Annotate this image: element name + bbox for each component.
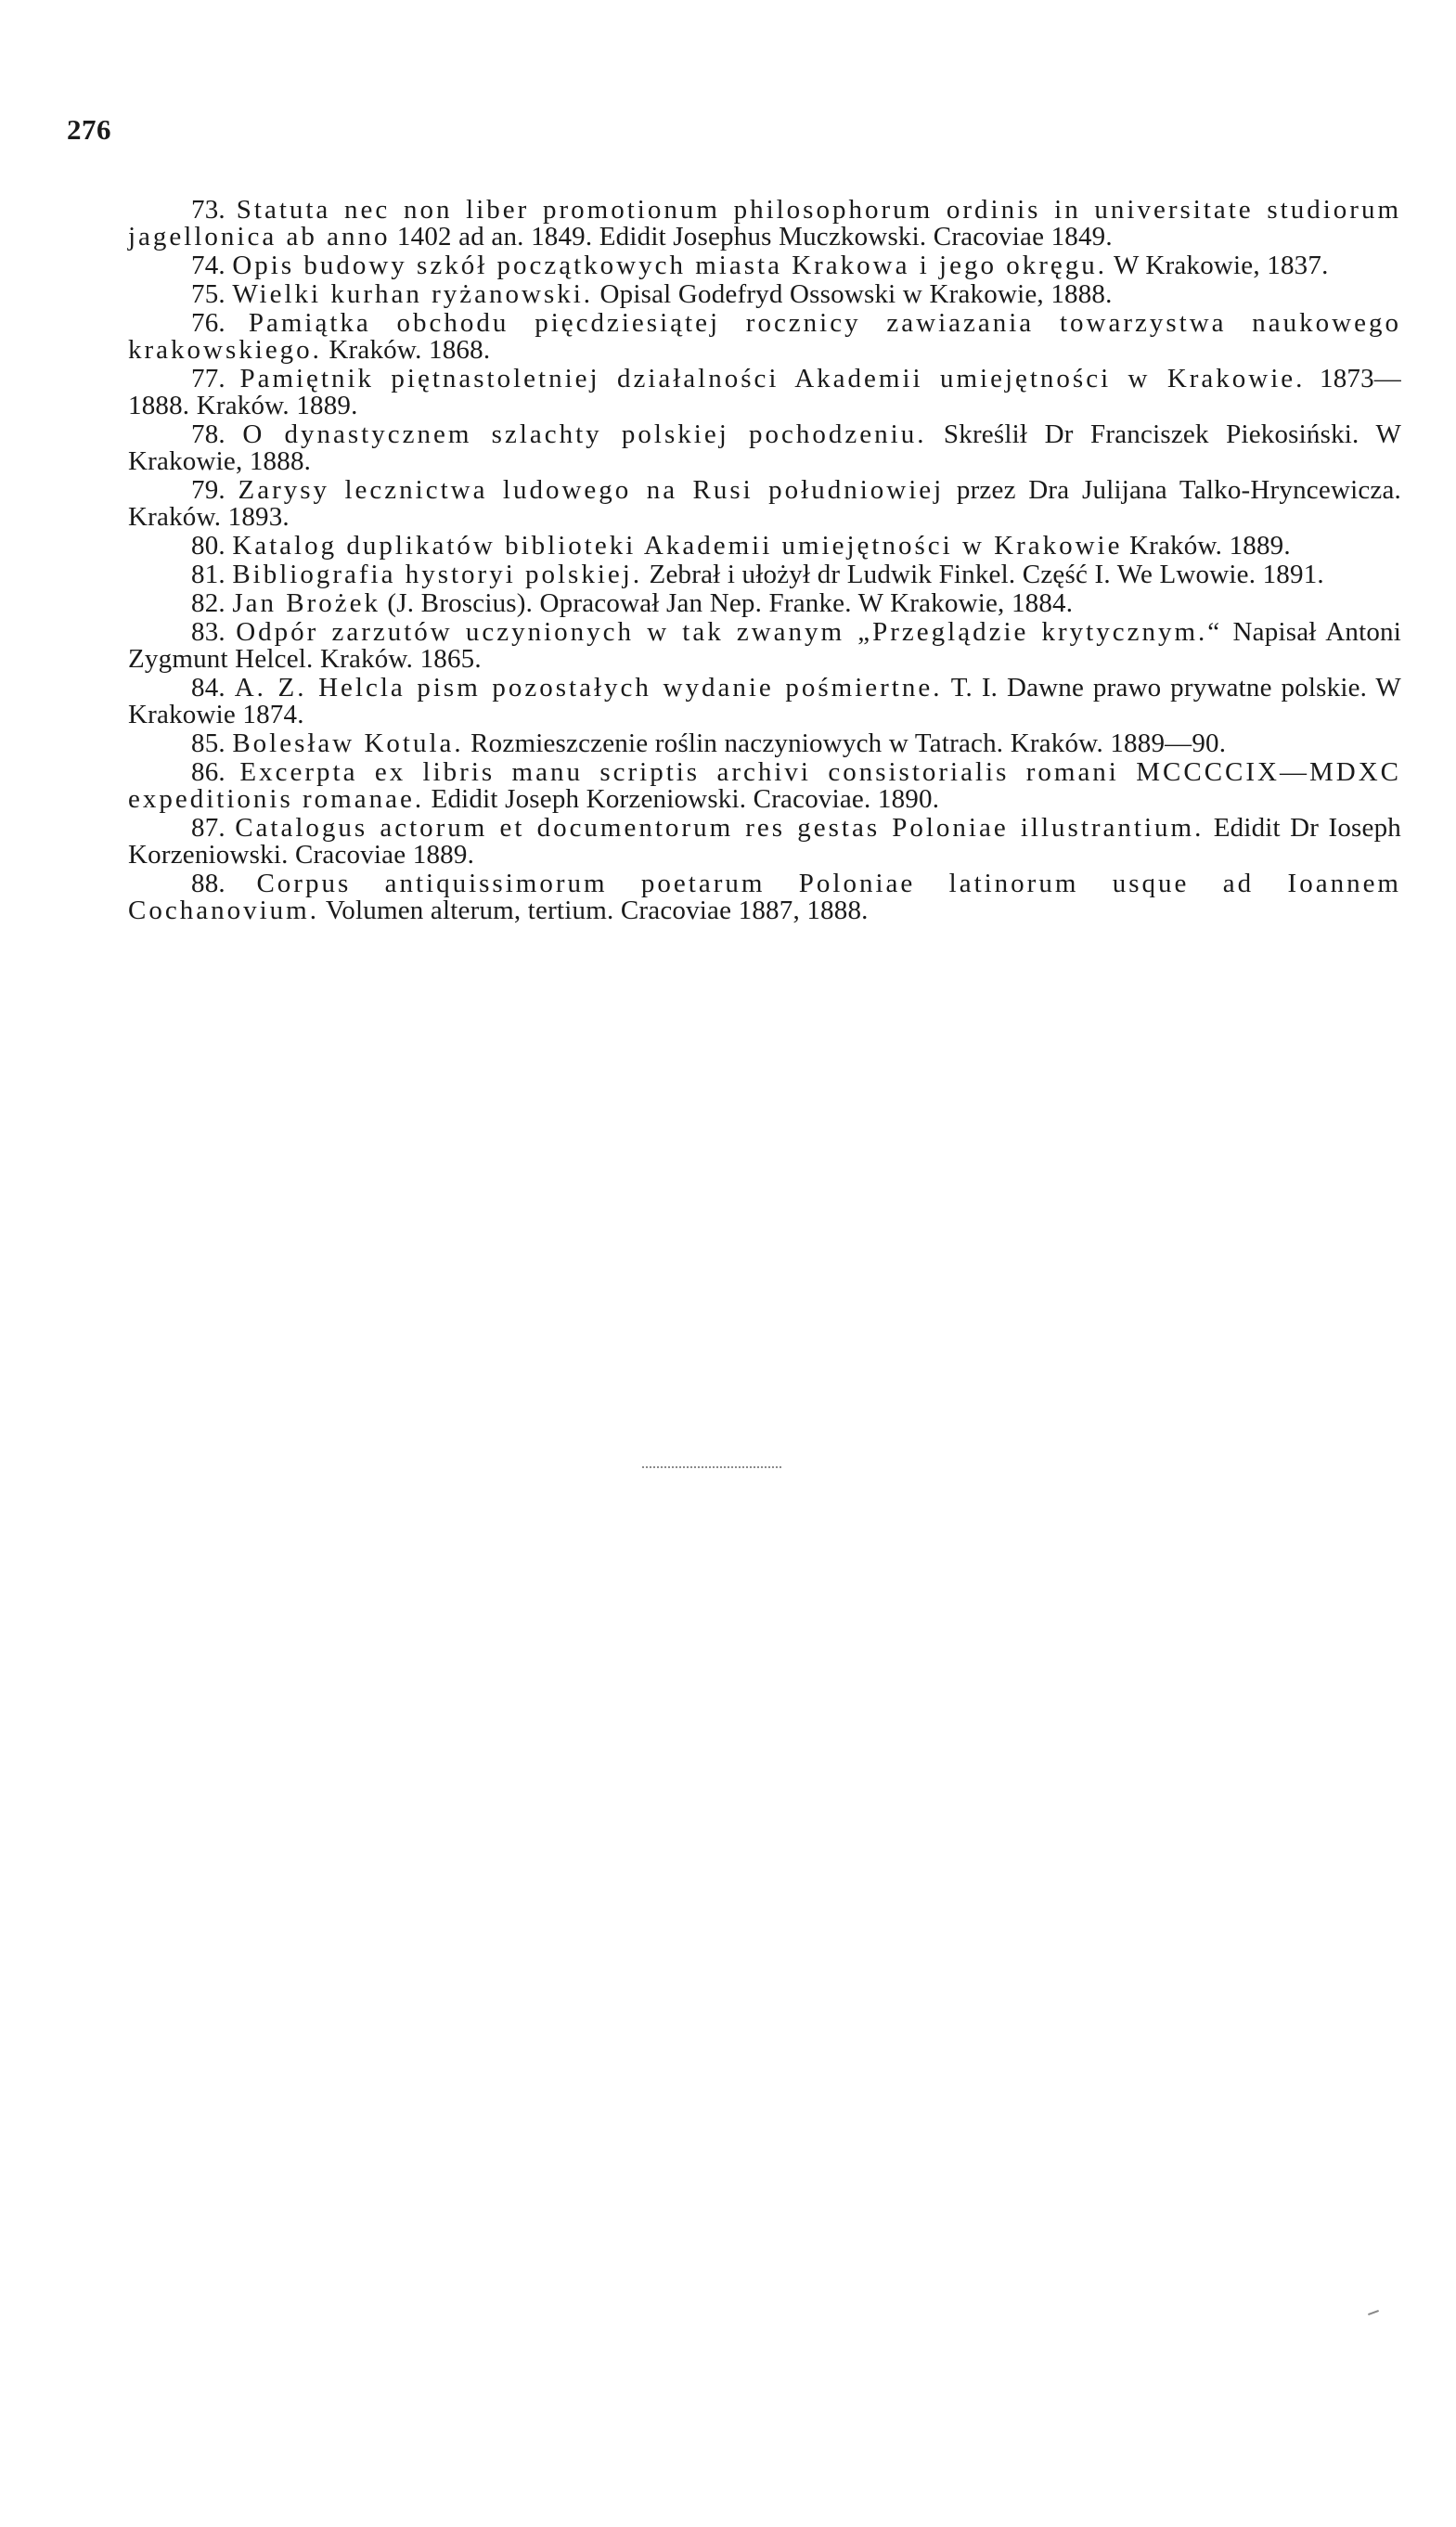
entry-number: 79.: [191, 475, 225, 505]
list-item: [128, 281, 1401, 308]
entry-number: 73.: [191, 195, 225, 225]
entry-title: Bolesław Kotula.: [232, 728, 464, 758]
entry-title: Excerpta ex libris manu scriptis archivi consistorialis romani MCCCCIX—MDXC expeditionis romanae.: [128, 757, 1401, 814]
list-item: [128, 590, 1401, 617]
list-item: [128, 533, 1401, 560]
entry-number: 81.: [191, 560, 225, 589]
entry-title: Pamiątka obchodu pięcdziesiątej rocznicy zawiazania towarzystwa naukowego krakowskiego.: [128, 308, 1401, 365]
list-item: [128, 252, 1401, 279]
entry-number: 84.: [191, 673, 225, 703]
page-number: 276: [67, 113, 111, 146]
section-divider: [642, 1466, 781, 1468]
list-item: [128, 730, 1401, 757]
entry-details: przez Dra Julijana Talko-Hryncewicza. Kraków. 1893.: [128, 475, 1402, 532]
entry-title: Opis budowy szkół początkowych miasta Krakowa i jego okręgu.: [232, 251, 1107, 280]
entry-number: 83.: [191, 617, 225, 647]
entry-details: Napisał Antoni Zygmunt Helcel. Kraków. 1865.: [128, 617, 1402, 674]
entry-details: T. I. Dawne prawo prywatne polskie. W Krakowie 1874.: [128, 673, 1401, 729]
list-item: [128, 421, 1401, 475]
entry-title: Statuta nec non liber promotionum philosophorum ordinis in universitate studiorum jagellonica ab anno: [128, 195, 1401, 251]
entry-details: Edidit Joseph Korzeniowski. Cracoviae. 1890.: [431, 784, 940, 814]
entry-title: A. Z. Helcla pism pozostałych wydanie pośmiertne.: [234, 673, 943, 703]
list-item: [128, 815, 1401, 869]
entry-number: 77.: [191, 364, 225, 393]
list-item: [128, 870, 1401, 924]
list-item: [128, 675, 1401, 728]
entry-details: Kraków. 1889.: [1128, 531, 1291, 561]
list-item: [128, 366, 1401, 419]
entry-details: W Krakowie, 1837.: [1113, 251, 1329, 280]
entry-details: (J. Broscius). Opracował Jan Nep. Franke. W Krakowie, 1884.: [387, 588, 1074, 618]
list-item: [128, 477, 1401, 531]
entry-details: 1873—1888. Kraków. 1889.: [128, 364, 1401, 420]
entry-details: Opisal Godefryd Ossowski w Krakowie, 1888.: [599, 279, 1113, 309]
entry-number: 87.: [191, 813, 225, 843]
entry-title: Pamiętnik piętnastoletniej działalności Akademii umiejętności w Krakowie.: [239, 364, 1306, 393]
entry-title: Zarysy lecznictwa ludowego na Rusi południowiej: [238, 475, 945, 505]
entry-title: Corpus antiquissimorum poetarum Poloniae latinorum usque ad Ioannem Cochanovium.: [128, 869, 1401, 925]
entry-number: 78.: [191, 419, 225, 449]
entry-title: Odpór zarzutów uczynionych w tak zwanym „Przeglądzie krytycznym.“: [236, 617, 1223, 647]
entry-title: Catalogus actorum et documentorum res gestas Poloniae illustrantium.: [235, 813, 1205, 843]
entry-details: Volumen alterum, tertium. Cracoviae 1887, 1888.: [325, 896, 869, 925]
scan-mark: [1368, 2310, 1379, 2315]
entry-details: Rozmieszczenie roślin naczyniowych w Tatrach. Kraków. 1889—90.: [470, 728, 1227, 758]
entry-details: Skreślił Dr Franciszek Piekosiński. W Krakowie, 1888.: [128, 419, 1402, 476]
list-item: [128, 197, 1401, 251]
list-item: [128, 759, 1401, 813]
entry-details: Kraków. 1868.: [329, 335, 491, 365]
list-item: [128, 619, 1401, 673]
list-item: [128, 310, 1401, 364]
entry-number: 76.: [191, 308, 225, 338]
entry-details: Zebrał i ułożył dr Ludwik Finkel. Część I. We Lwowie. 1891.: [649, 560, 1324, 589]
entry-number: 85.: [191, 728, 225, 758]
entry-number: 88.: [191, 869, 225, 898]
entry-title: Wielki kurhan ryżanowski.: [232, 279, 594, 309]
entry-title: Bibliografia hystoryi polskiej.: [232, 560, 643, 589]
entry-details: 1402 ad an. 1849. Edidit Josephus Muczkowski. Cracoviae 1849.: [396, 222, 1113, 251]
entry-number: 82.: [191, 588, 225, 618]
entry-number: 75.: [191, 279, 225, 309]
bibliography-list: [128, 197, 1401, 926]
entry-number: 86.: [191, 757, 225, 787]
entry-title: Katalog duplikatów biblioteki Akademii umiejętności w Krakowie: [232, 531, 1123, 561]
entry-title: O dynastycznem szlachty polskiej pochodzeniu.: [242, 419, 927, 449]
entry-title: Jan Brożek: [232, 588, 380, 618]
list-item: [128, 561, 1401, 588]
entry-number: 80.: [191, 531, 225, 561]
entry-details: Edidit Dr Ioseph Korzeniowski. Cracoviae 1889.: [128, 813, 1401, 870]
entry-number: 74.: [191, 251, 225, 280]
